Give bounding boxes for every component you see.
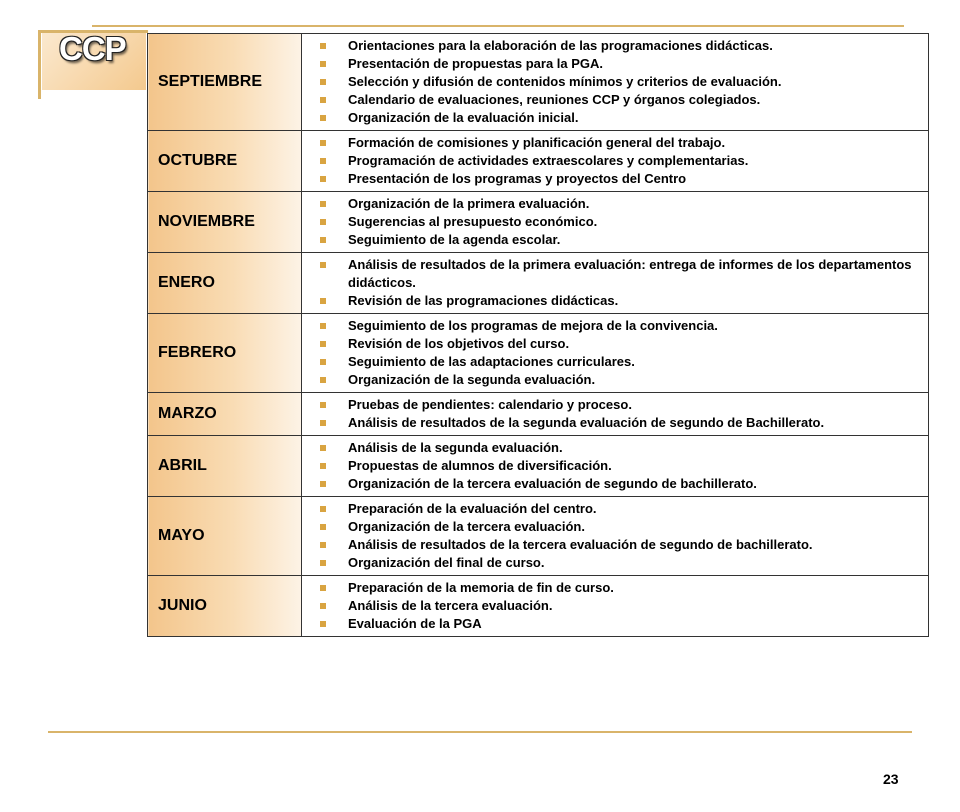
item-text: Seguimiento de las adaptaciones curriculares. [348,354,635,369]
item-text: Organización de la evaluación inicial. [348,110,579,125]
item-text: Organización de la primera evaluación. [348,196,590,211]
square-bullet-icon [320,201,326,207]
square-bullet-icon [320,621,326,627]
square-bullet-icon [320,43,326,49]
list-item [302,414,922,432]
month-label: MARZO [148,393,302,436]
list-item [302,256,922,292]
square-bullet-icon [320,237,326,243]
items-cell [302,497,929,576]
list-item [302,134,922,152]
month-label: SEPTIEMBRE [148,34,302,131]
list-item [302,371,922,389]
square-bullet-icon [320,341,326,347]
list-item [302,500,922,518]
page-number: 23 [883,771,899,787]
square-bullet-icon [320,524,326,530]
item-list [302,439,922,493]
list-item [302,55,922,73]
square-bullet-icon [320,585,326,591]
item-text: Análisis de resultados de la tercera evaluación de segundo de bachillerato. [348,537,813,552]
list-item [302,231,922,249]
list-item [302,170,922,188]
item-list [302,37,922,127]
list-item [302,335,922,353]
square-bullet-icon [320,298,326,304]
item-text: Organización del final de curso. [348,555,545,570]
item-list [302,317,922,389]
list-item [302,91,922,109]
list-item [302,195,922,213]
item-text: Organización de la segunda evaluación. [348,372,596,387]
square-bullet-icon [320,158,326,164]
items-cell [302,34,929,131]
square-bullet-icon [320,61,326,67]
month-label: FEBRERO [148,314,302,393]
item-text: Pruebas de pendientes: calendario y proceso. [348,397,632,412]
square-bullet-icon [320,97,326,103]
item-text: Revisión de los objetivos del curso. [348,336,570,351]
items-cell [302,393,929,436]
list-item [302,213,922,231]
item-text: Análisis de la tercera evaluación. [348,598,553,613]
schedule-row [148,393,929,436]
list-item [302,353,922,371]
item-text: Programación de actividades extraescolares y complementarias. [348,153,749,168]
item-list [302,195,922,249]
list-item [302,457,922,475]
list-item [302,518,922,536]
item-text: Propuestas de alumnos de diversificación. [348,458,612,473]
item-text: Análisis de resultados de la primera evaluación: entrega de informes de los departamentos didácticos. [348,257,912,290]
top-rule [92,25,904,27]
list-item [302,597,922,615]
page-title: CCP [59,30,126,67]
month-label: JUNIO [148,576,302,637]
square-bullet-icon [320,463,326,469]
square-bullet-icon [320,219,326,225]
item-text: Seguimiento de los programas de mejora de la convivencia. [348,318,718,333]
square-bullet-icon [320,262,326,268]
item-text: Evaluación de la PGA [348,616,482,631]
square-bullet-icon [320,481,326,487]
item-list [302,256,922,310]
schedule-row [148,131,929,192]
square-bullet-icon [320,542,326,548]
item-text: Sugerencias al presupuesto económico. [348,214,598,229]
month-label: ENERO [148,253,302,314]
list-item [302,317,922,335]
square-bullet-icon [320,323,326,329]
item-text: Formación de comisiones y planificación general del trabajo. [348,135,726,150]
square-bullet-icon [320,506,326,512]
month-label: ABRIL [148,436,302,497]
items-cell [302,314,929,393]
square-bullet-icon [320,377,326,383]
schedule-row [148,436,929,497]
schedule-row [148,497,929,576]
schedule-row [148,576,929,637]
item-text: Organización de la tercera evaluación. [348,519,585,534]
month-label: NOVIEMBRE [148,192,302,253]
schedule-row [148,314,929,393]
item-list [302,396,922,432]
item-text: Preparación de la memoria de fin de curso. [348,580,614,595]
item-text: Organización de la tercera evaluación de segundo de bachillerato. [348,476,757,491]
items-cell [302,576,929,637]
month-label: OCTUBRE [148,131,302,192]
item-text: Análisis de resultados de la segunda evaluación de segundo de Bachillerato. [348,415,825,430]
list-item [302,615,922,633]
square-bullet-icon [320,176,326,182]
square-bullet-icon [320,420,326,426]
list-item [302,152,922,170]
items-cell [302,192,929,253]
items-cell [302,436,929,497]
list-item [302,439,922,457]
item-text: Revisión de las programaciones didácticas. [348,293,619,308]
square-bullet-icon [320,140,326,146]
square-bullet-icon [320,445,326,451]
square-bullet-icon [320,402,326,408]
schedule-row [148,253,929,314]
bottom-rule [48,731,912,733]
list-item [302,292,922,310]
list-item [302,554,922,572]
item-text: Seguimiento de la agenda escolar. [348,232,561,247]
square-bullet-icon [320,359,326,365]
items-cell [302,253,929,314]
list-item [302,37,922,55]
item-list [302,579,922,633]
item-list [302,500,922,572]
item-text: Preparación de la evaluación del centro. [348,501,597,516]
square-bullet-icon [320,115,326,121]
item-text: Presentación de los programas y proyectos del Centro [348,171,687,186]
corner-accent-vertical [38,30,41,99]
schedule-row [148,34,929,131]
schedule-table [147,33,929,637]
list-item [302,109,922,127]
item-text: Selección y difusión de contenidos mínimos y criterios de evaluación. [348,74,782,89]
month-label: MAYO [148,497,302,576]
schedule-row [148,192,929,253]
square-bullet-icon [320,603,326,609]
item-list [302,134,922,188]
item-text: Orientaciones para la elaboración de las programaciones didácticas. [348,38,773,53]
list-item [302,396,922,414]
list-item [302,536,922,554]
items-cell [302,131,929,192]
list-item [302,475,922,493]
item-text: Análisis de la segunda evaluación. [348,440,563,455]
item-text: Calendario de evaluaciones, reuniones CCP y órganos colegiados. [348,92,761,107]
square-bullet-icon [320,560,326,566]
item-text: Presentación de propuestas para la PGA. [348,56,604,71]
list-item [302,579,922,597]
schedule-body [148,34,929,637]
list-item [302,73,922,91]
square-bullet-icon [320,79,326,85]
